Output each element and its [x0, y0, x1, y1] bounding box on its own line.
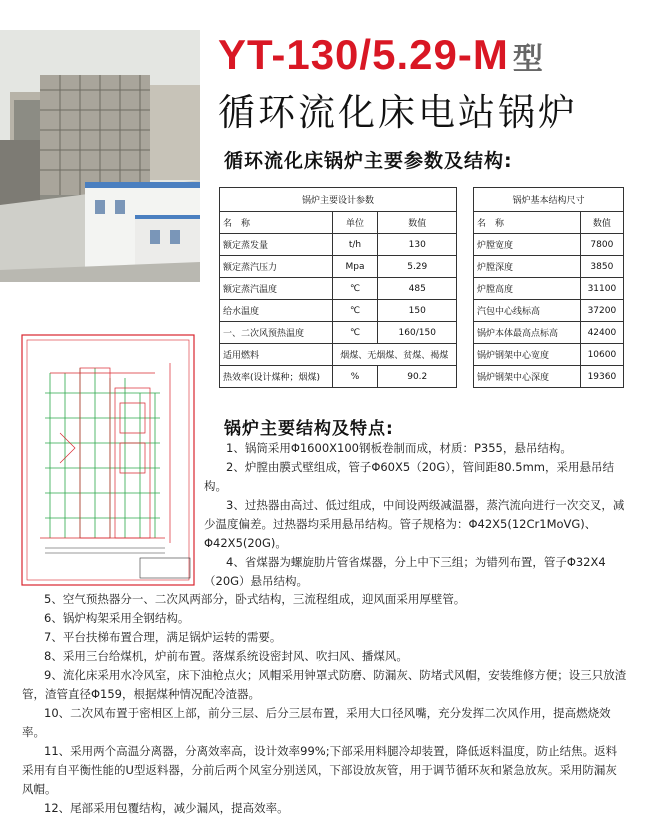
table-cell: 19360 [580, 366, 623, 388]
table-cell: 炉膛宽度 [474, 234, 581, 256]
section-title: 锅炉主要结构及特点: [224, 419, 394, 439]
table-cell: 90.2 [378, 366, 457, 388]
feature-item: 1、锅筒采用Φ1600X100钢板卷制而成，材质：P355，悬吊结构。 [226, 441, 572, 455]
table-cell: 热效率(设计煤种；烟煤) [220, 366, 333, 388]
table-cell: 42400 [580, 322, 623, 344]
feature-item: 2、炉膛由膜式壁组成，管子Φ60X5（20G），管间距80.5mm，采用悬吊结构。 [204, 460, 614, 493]
table-cell: t/h [332, 234, 378, 256]
table-cell: 485 [378, 278, 457, 300]
table-cell: 额定蒸汽压力 [220, 256, 333, 278]
model-suffix: 型 [512, 43, 544, 76]
table-header: 名 称 [474, 212, 581, 234]
table-row [220, 300, 457, 322]
features-narrow [204, 439, 628, 591]
table-cell: 烟煤、无烟煤、贫煤、褐煤 [332, 344, 456, 366]
table-row [220, 278, 457, 300]
table-cell: 锅炉钢架中心宽度 [474, 344, 581, 366]
feature-item: 7、平台扶梯布置合理，满足锅炉运转的需要。 [44, 630, 282, 644]
table-header: 数值 [580, 212, 623, 234]
table-row [474, 366, 624, 388]
feature-item: 12、尾部采用包覆结构，减少漏风，提高效率。 [44, 801, 289, 815]
table-row [474, 278, 624, 300]
table-header: 名 称 [220, 212, 333, 234]
table-cell: 适用燃料 [220, 344, 333, 366]
feature-item: 4、省煤器为螺旋肋片管省煤器，分上中下三组；为错列布置，管子Φ32X4（20G）悬吊结构。 [204, 555, 606, 588]
table-cell: 3850 [580, 256, 623, 278]
feature-item: 9、流化床采用水冷风室，床下油枪点火；风帽采用钟罩式防磨、防漏灰、防堵式风帽，安装维修方便；设三只放渣管，渣管直径Φ159，根据煤种情况配冷渣器。 [22, 668, 627, 701]
table-header: 单位 [332, 212, 378, 234]
power-plant-photo [0, 30, 200, 282]
table-caption: 锅炉主要设计参数 [220, 188, 457, 212]
table-cell: 一、二次风预热温度 [220, 322, 333, 344]
table-cell: Mpa [332, 256, 378, 278]
table-cell: 160/150 [378, 322, 457, 344]
table-row [220, 322, 457, 344]
params-subtitle: 循环流化床锅炉主要参数及结构: [224, 150, 513, 172]
table-cell: 锅炉钢架中心深度 [474, 366, 581, 388]
table-cell: ℃ [332, 278, 378, 300]
table-cell: 5.29 [378, 256, 457, 278]
feature-item: 6、锅炉构架采用全钢结构。 [44, 611, 190, 625]
structure-dims-table [473, 187, 624, 388]
table-caption: 锅炉基本结构尺寸 [474, 188, 624, 212]
table-header: 数值 [378, 212, 457, 234]
table-row [474, 256, 624, 278]
table-cell: 10600 [580, 344, 623, 366]
table-cell: 锅炉本体最高点标高 [474, 322, 581, 344]
design-params-table [219, 187, 457, 388]
table-cell: 炉膛高度 [474, 278, 581, 300]
table-cell: 给水温度 [220, 300, 333, 322]
feature-item: 11、采用两个高温分离器，分离效率高，设计效率99%;下部采用料腿冷却装置，降低返料温度，防止结焦。返料采用有自平衡性能的U型返料器，分前后两个风室分别送风，下部设放灰管，用于调节循环灰和紧急放灰。采用防漏灰风帽。 [22, 744, 618, 796]
table-row [220, 366, 457, 388]
feature-item: 5、空气预热器分一、二次风两部分，卧式结构，三流程组成，迎风面采用厚壁管。 [44, 592, 466, 606]
table-cell: 150 [378, 300, 457, 322]
table-row [474, 234, 624, 256]
table-row [474, 322, 624, 344]
table-cell: ℃ [332, 300, 378, 322]
table-row [220, 344, 457, 366]
table-cell: 130 [378, 234, 457, 256]
table-row [474, 300, 624, 322]
feature-item: 3、过热器由高过、低过组成，中间设两级减温器，蒸汽流向进行一次交叉，减少温度偏差。过热器均采用悬吊结构。管子规格为：Φ42X5(12Cr1MoVG)、Φ42X5(20G)。 [204, 498, 625, 550]
features-wide [22, 590, 628, 818]
table-cell: 37200 [580, 300, 623, 322]
table-cell: 汽包中心线标高 [474, 300, 581, 322]
feature-item: 8、采用三台给煤机，炉前布置。落煤系统设密封风、吹扫风、播煤风。 [44, 649, 408, 663]
page-title: 循环流化床电站锅炉 [218, 91, 578, 134]
table-row [220, 234, 457, 256]
model-number: YT-130/5.29-M 型 [218, 31, 544, 78]
table-cell: ℃ [332, 322, 378, 344]
table-cell: 额定蒸汽温度 [220, 278, 333, 300]
table-row [474, 344, 624, 366]
table-row [220, 256, 457, 278]
boiler-schematic-drawing [20, 333, 196, 587]
table-cell: 炉膛深度 [474, 256, 581, 278]
table-cell: % [332, 366, 378, 388]
table-cell: 7800 [580, 234, 623, 256]
table-cell: 额定蒸发量 [220, 234, 333, 256]
table-cell: 31100 [580, 278, 623, 300]
feature-item: 10、二次风布置于密相区上部，前分三层、后分三层布置，采用大口径风嘴，充分发挥二次风作用，提高燃烧效率。 [22, 706, 611, 739]
